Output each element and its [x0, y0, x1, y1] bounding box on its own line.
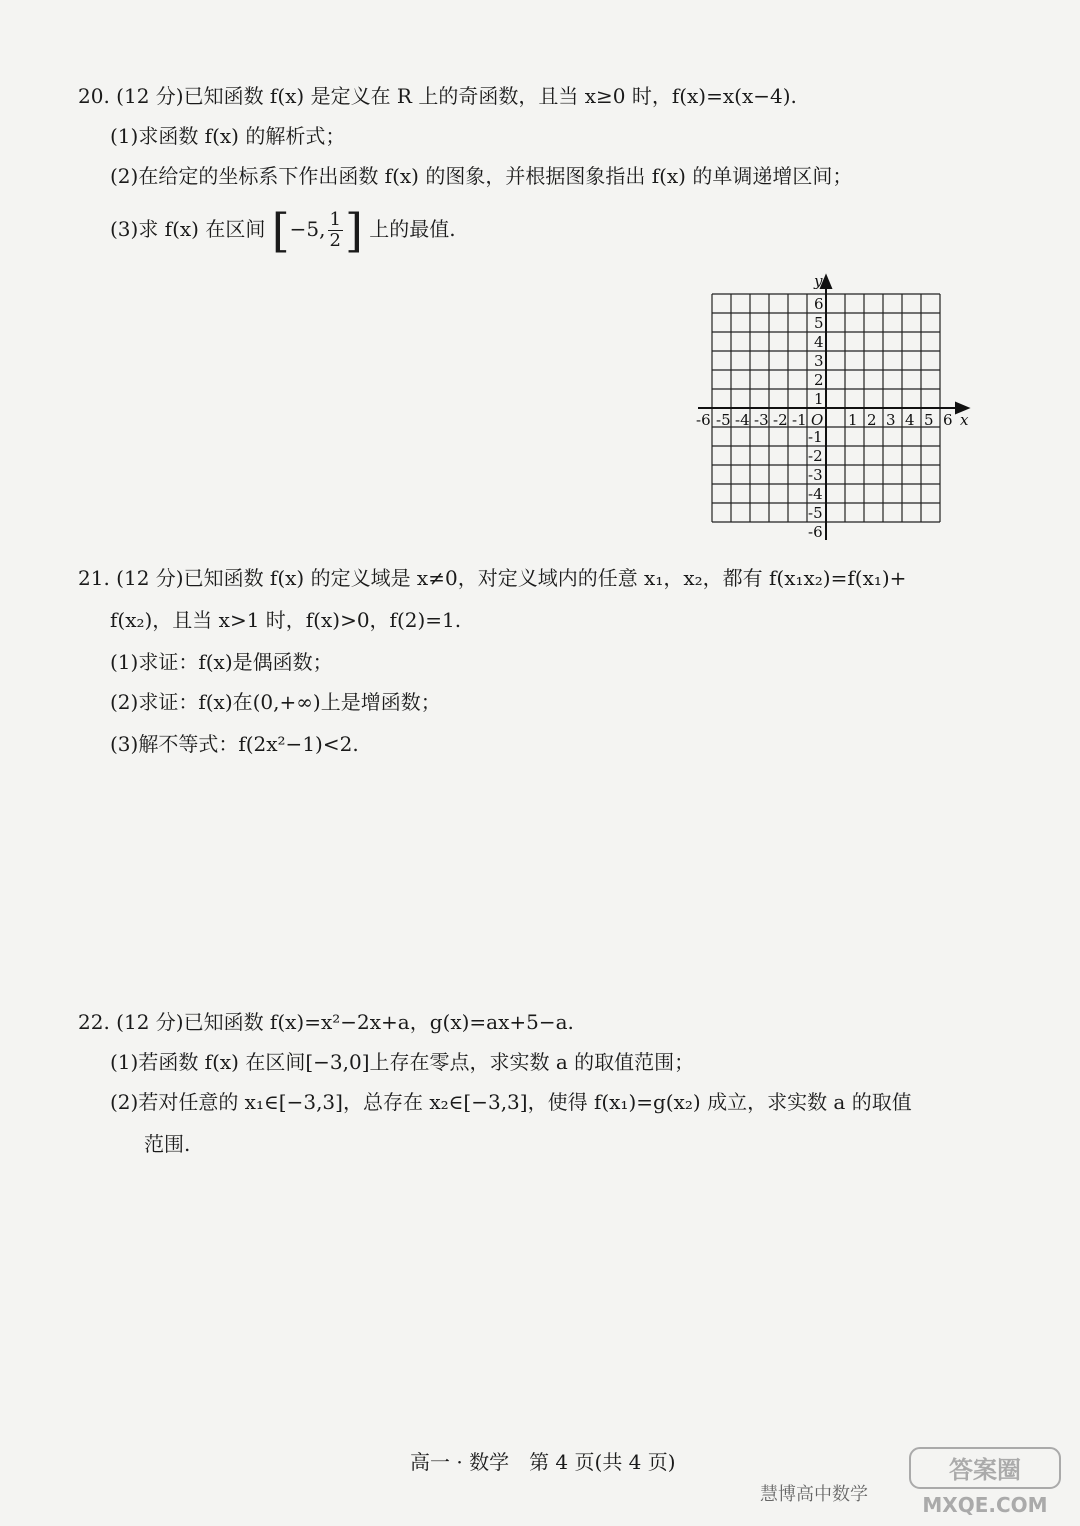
fraction-denominator: 2: [329, 230, 341, 251]
fraction-one-half: [328, 210, 343, 251]
right-bracket: ]: [344, 203, 363, 258]
axis-labels: [696, 272, 969, 541]
q20-part3-post: 上的最值.: [369, 217, 456, 241]
x-tick: -2: [773, 411, 788, 429]
q22-part2-cont: 范围.: [144, 1132, 191, 1156]
coordinate-grid: [690, 272, 980, 562]
x-tick: -3: [754, 411, 769, 429]
axes: [698, 276, 968, 540]
x-tick: 1: [848, 411, 858, 429]
q21-part3: (3)解不等式：f(2x²−1)<2.: [110, 732, 359, 756]
y-axis-label: y: [814, 272, 823, 290]
q20-part3: [110, 203, 1040, 258]
q21-part2: (2)求证：f(x)在(0,+∞)上是增函数；: [110, 690, 441, 714]
y-tick: 4: [814, 333, 824, 351]
q20-part2: (2)在给定的坐标系下作出函数 f(x) 的图象，并根据图象指出 f(x) 的单调递增区间；: [110, 164, 853, 188]
watermark-text: 慧博高中数学: [760, 1484, 868, 1505]
q20-part3-pre: (3)求 f(x) 在区间: [110, 217, 266, 241]
x-tick: -4: [735, 411, 750, 429]
x-tick: 5: [924, 411, 934, 429]
q20-part1: (1)求函数 f(x) 的解析式；: [110, 124, 346, 148]
x-tick: 4: [905, 411, 915, 429]
x-axis-label: x: [960, 411, 969, 429]
svg-text:MXQE.COM: MXQE.COM: [922, 1493, 1048, 1517]
grid-svg: [690, 272, 980, 562]
x-tick: 3: [886, 411, 896, 429]
q21-heading-cont: f(x₂)，且当 x>1 时，f(x)>0，f(2)=1.: [110, 608, 462, 632]
y-tick: 5: [814, 314, 824, 332]
site-logo: [880, 1440, 1070, 1520]
y-tick: 1: [814, 390, 824, 408]
q22-part1: (1)若函数 f(x) 在区间[−3,0]上存在零点，求实数 a 的取值范围；: [110, 1050, 695, 1074]
q21-heading: 21. (12 分)已知函数 f(x) 的定义域是 x≠0，对定义域内的任意 x₁，x₂，都有 f(x₁x₂)=f(x₁)+: [78, 566, 907, 590]
q21-part1: (1)求证：f(x)是偶函数；: [110, 650, 333, 674]
q22-part2: (2)若对任意的 x₁∈[−3,3]，总存在 x₂∈[−3,3]，使得 f(x₁)=g(x₂) 成立，求实数 a 的取值: [110, 1090, 912, 1114]
y-tick: -2: [808, 447, 823, 465]
q22-heading: 22. (12 分)已知函数 f(x)=x²−2x+a，g(x)=ax+5−a.: [78, 1010, 574, 1034]
y-tick: 6: [814, 295, 824, 313]
x-tick: -1: [792, 411, 807, 429]
x-tick: -6: [696, 411, 711, 429]
origin-label: O: [811, 411, 824, 429]
fraction-numerator: 1: [329, 209, 341, 230]
y-tick: 2: [814, 371, 824, 389]
x-tick: 2: [867, 411, 877, 429]
x-tick: -5: [716, 411, 731, 429]
left-bracket: [: [271, 203, 290, 258]
y-tick: -6: [808, 523, 823, 541]
y-tick: 3: [814, 352, 824, 370]
logo-svg: [880, 1440, 1070, 1520]
svg-text:答案圈: 答案圈: [949, 1456, 1021, 1484]
x-tick: 6: [943, 411, 953, 429]
q20-heading: 20. (12 分)已知函数 f(x) 是定义在 R 上的奇函数，且当 x≥0 时，f(x)=x(x−4).: [78, 84, 797, 108]
interval-left: −5,: [289, 217, 326, 241]
y-tick: -5: [808, 504, 823, 522]
y-tick: -3: [808, 466, 823, 484]
y-tick: -4: [808, 485, 823, 503]
y-axis-arrow-icon: [821, 276, 831, 288]
page-footer: 高一 · 数学 第 4 页(共 4 页): [410, 1450, 676, 1474]
y-tick: -1: [808, 428, 823, 446]
